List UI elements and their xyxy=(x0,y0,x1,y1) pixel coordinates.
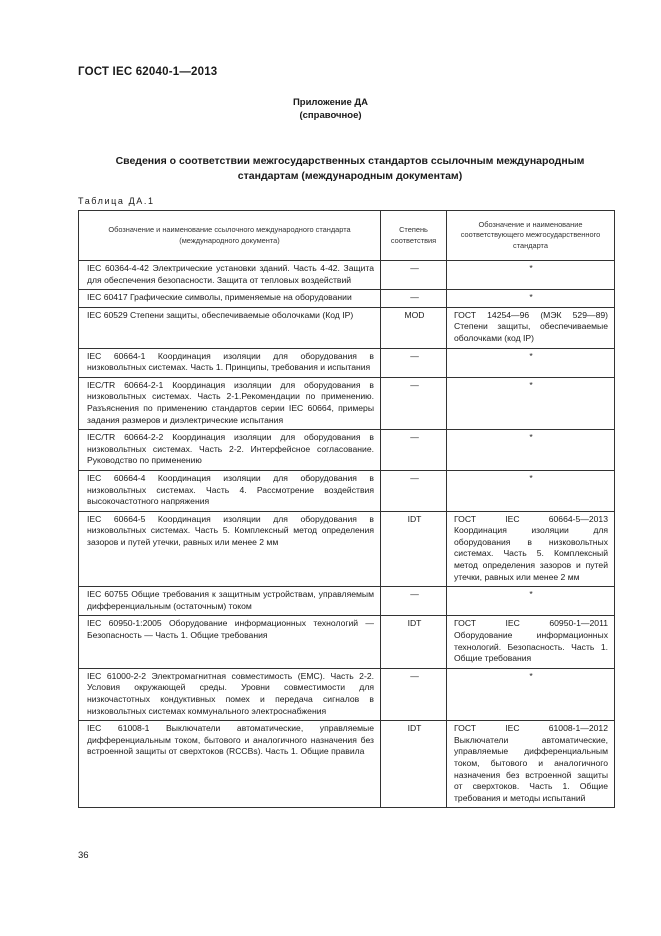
international-standard-cell: IEC 60664-1 Координация изоляции для оборудования в низковольтных системах. Часть 1. Принципы, требования и испытания xyxy=(79,348,381,377)
degree-cell: MOD xyxy=(381,307,447,348)
interstate-standard-cell: * xyxy=(447,430,615,471)
international-standard-cell: IEC 60664-4 Координация изоляции для оборудования в низковольтных системах. Часть 4. Рассмотрение воздействия высокочастотного напряжения xyxy=(79,470,381,511)
international-standard-cell: IEC 60417 Графические символы, применяемые на оборудовании xyxy=(79,290,381,308)
interstate-standard-cell: ГОСТ IEC 60950-1—2011 Оборудование информационных технологий. Безопасность. Часть 1. Общие требования xyxy=(447,616,615,668)
table-row xyxy=(79,430,615,471)
degree-cell: IDT xyxy=(381,721,447,808)
page-number: 36 xyxy=(78,850,89,861)
table-row xyxy=(79,307,615,348)
degree-cell: — xyxy=(381,587,447,616)
table-row xyxy=(79,668,615,720)
degree-cell: — xyxy=(381,377,447,429)
interstate-standard-cell: * xyxy=(447,668,615,720)
international-standard-cell: IEC 60950-1:2005 Оборудование информационных технологий — Безопасность — Часть 1. Общие требования xyxy=(79,616,381,668)
header-degree: Степень соответствия xyxy=(381,211,447,261)
table-row xyxy=(79,616,615,668)
annex-title: Приложение ДА xyxy=(292,97,369,108)
table-row xyxy=(79,290,615,308)
header-international-standard: Обозначение и наименование ссылочного международного стандарта (международного документа) xyxy=(79,211,381,261)
interstate-standard-cell: * xyxy=(447,377,615,429)
degree-cell: IDT xyxy=(381,616,447,668)
degree-cell: IDT xyxy=(381,511,447,587)
interstate-standard-cell: ГОСТ 14254—96 (МЭК 529—89) Степени защиты, обеспечиваемые оболочками (код IP) xyxy=(447,307,615,348)
section-title: Сведения о соответствии межгосударственных стандартов ссылочным международным стандартам (международным документам) xyxy=(115,155,585,182)
international-standard-cell: IEC 60664-5 Координация изоляции для оборудования в низковольтных системах. Часть 5. Комплексный метод определения зазоров и путей утечки, равных или менее 2 мм xyxy=(79,511,381,587)
table-label: Таблица ДА.1 xyxy=(78,196,155,206)
document-header: ГОСТ IEC 62040-1—2013 xyxy=(78,66,218,78)
interstate-standard-cell: ГОСТ IEC 61008-1—2012 Выключатели автоматические, управляемые дифференциальным током, бытового и аналогичного назначения без встроенной защиты от сверхтоков. Часть 1. Общие требования и методы испытаний xyxy=(447,721,615,808)
international-standard-cell: IEC 60755 Общие требования к защитным устройствам, управляемым дифференциальным (остаточным) током xyxy=(79,587,381,616)
degree-cell: — xyxy=(381,290,447,308)
table-row xyxy=(79,511,615,587)
table-row xyxy=(79,348,615,377)
degree-cell: — xyxy=(381,430,447,471)
degree-cell: — xyxy=(381,470,447,511)
interstate-standard-cell: * xyxy=(447,261,615,290)
international-standard-cell: IEC 60529 Степени защиты, обеспечиваемые оболочками (Код IP) xyxy=(79,307,381,348)
degree-cell: — xyxy=(381,261,447,290)
international-standard-cell: IEC/TR 60664-2-2 Координация изоляции для оборудования в низковольтных системах. Часть 2-2. Интерфейсное согласование. Руководство по применению xyxy=(79,430,381,471)
international-standard-cell: IEC/TR 60664-2-1 Координация изоляции для оборудования в низковольтных системах. Часть 2-1.Рекомендации по применению. Разъяснения по применению стандартов серии IEC 60664, примеры задания размеров и диэлектрические испытания xyxy=(79,377,381,429)
correspondence-table xyxy=(78,210,615,808)
interstate-standard-cell: * xyxy=(447,470,615,511)
interstate-standard-cell: * xyxy=(447,348,615,377)
table-row xyxy=(79,470,615,511)
table-row xyxy=(79,377,615,429)
international-standard-cell: IEC 61000-2-2 Электромагнитная совместимость (EMC). Часть 2-2. Условия окружающей среды. Уровни совместимости для низкочастотных кондуктивных помех и передача сигналов в низковольтных системах коммунального электроснабжения xyxy=(79,668,381,720)
interstate-standard-cell: ГОСТ IEC 60664-5—2013 Координация изоляции для оборудования в низковольтных системах. Часть 5. Комплексный метод определения зазоров и путей утечки, равных или менее 2 мм xyxy=(447,511,615,587)
international-standard-cell: IEC 61008-1 Выключатели автоматические, управляемые дифференциальным током, бытового и аналогичного назначения без встроенной защиты от сверхтоков (RCCBs). Часть 1. Общие правила xyxy=(79,721,381,808)
table-body xyxy=(79,261,615,808)
table-header-row xyxy=(79,211,615,261)
table-row xyxy=(79,721,615,808)
international-standard-cell: IEC 60364-4-42 Электрические установки зданий. Часть 4-42. Защита для обеспечения безопасности. Защита от тепловых воздействий xyxy=(79,261,381,290)
interstate-standard-cell: * xyxy=(447,587,615,616)
annex-heading xyxy=(0,96,661,122)
interstate-standard-cell: * xyxy=(447,290,615,308)
degree-cell: — xyxy=(381,348,447,377)
annex-subtitle: (справочное) xyxy=(299,110,362,121)
table-row xyxy=(79,587,615,616)
degree-cell: — xyxy=(381,668,447,720)
table-row xyxy=(79,261,615,290)
header-interstate-standard: Обозначение и наименование соответствующего межгосударственного стандарта xyxy=(447,211,615,261)
